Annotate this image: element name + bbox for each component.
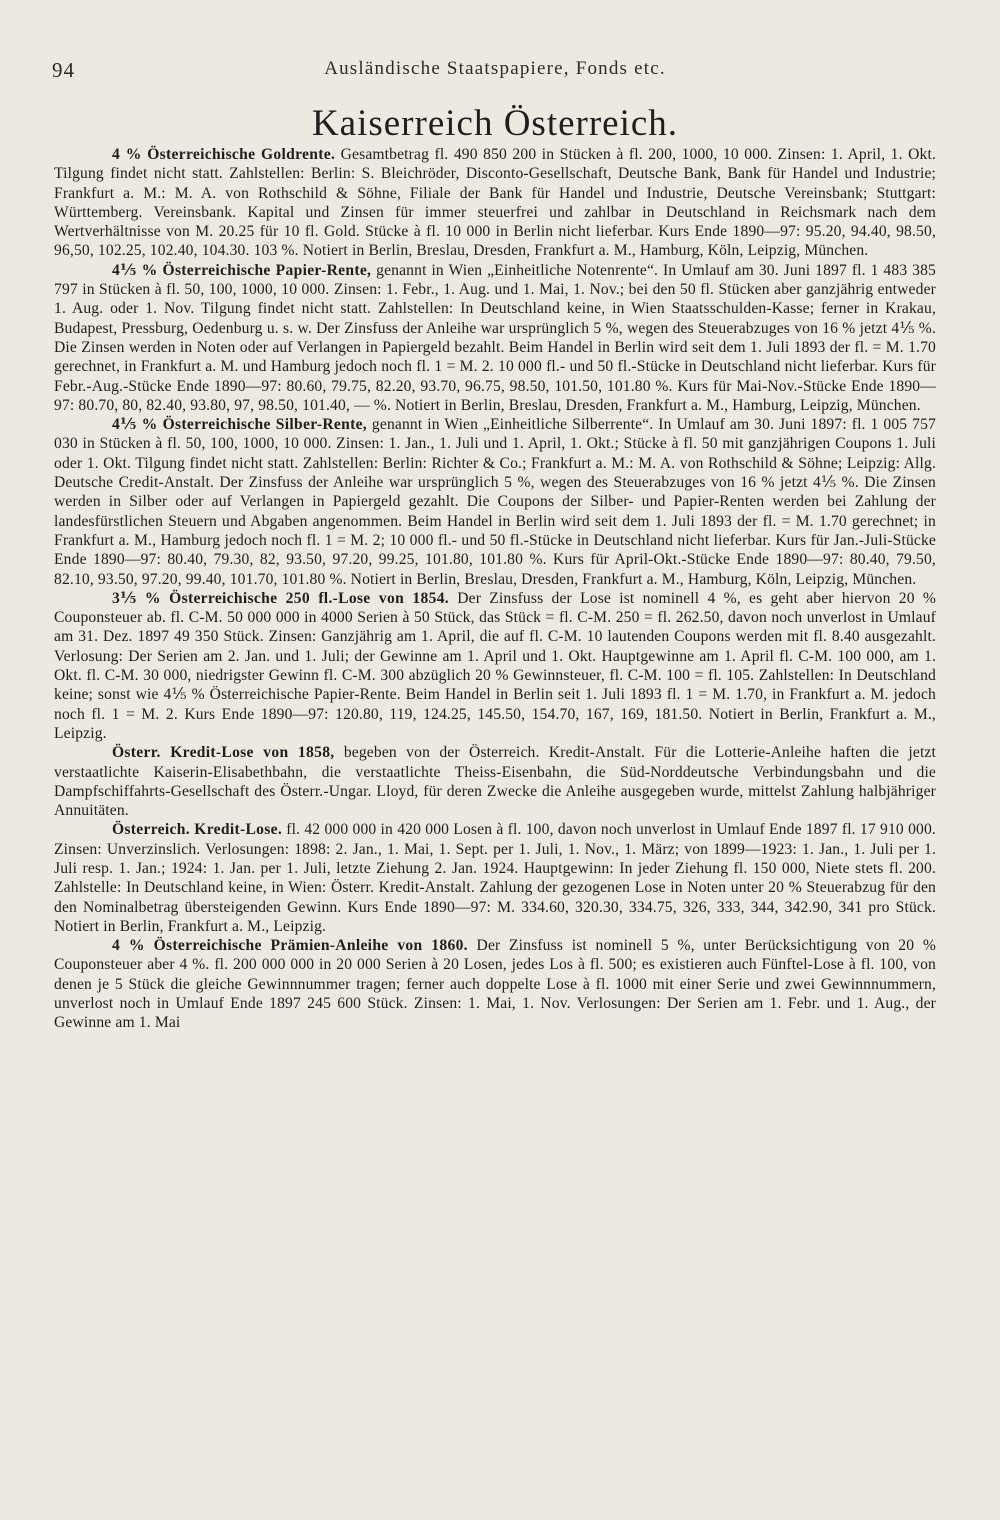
entry-silber-rente [54,415,936,589]
entry-text: fl. 42 000 000 in 420 000 Losen à fl. 100, davon noch unverlost in Umlauf Ende 1897 fl. 17 910 000. Zinsen: Unverzinslich. Verlosungen: 1898: 2. Jan., 1. Mai, 1. Sept. per 1. Juli, 1. Nov., 1. März; von 1899—1923: 1. Jan., 1. Juli per 1. Juli resp. 1. Jan.; 1924: 1. Jan. per 1. Juli, letzte Ziehung 2. Jan. 1924. Hauptgewinn: In jeder Ziehung fl. 150 000, Niete stets fl. 200. Zahlstelle: In Deutschland keine, in Wien: Österr. Kredit-Anstalt. Zahlung der gezogenen Lose in Noten unter 20 % Steuerabzug für den den Nominalbetrag übersteigenden Gewinn. Kurs Ende 1890—97: M. 334.60, 320.30, 334.75, 326, 333, 344, 342.90, 341 pro Stück. Notiert in Berlin, Frankfurt a. M., Leipzig. [54,821,936,935]
entry-text: Der Zinsfuss der Lose ist nominell 4 %, es geht aber hiervon 20 % Couponsteuer ab. fl. C-M. 50 000 000 in 4000 Serien à 50 Stück, das Stück = fl. C-M. 250 = fl. 262.50, davon noch unverlost in Umlauf am 31. Dez. 1897 49 350 Stück. Zinsen: Ganzjährig am 1. April, die auf fl. C-M. 10 lautenden Coupons werden mit fl. 8.40 ausgezahlt. Verlosung: Der Serien am 2. Jan. und 1. Juli; der Gewinne am 1. April und 1. Okt. Hauptgewinne am 1. April fl. C-M. 100 000, am 1. Okt. fl. C-M. 30 000, niedrigster Gewinn fl. C-M. 300 abzüglich 20 % Gewinnsteuer, fl. C-M. 100 = fl. 105. Zahlstellen: In Deutschland keine; sonst wie 4⅕ % Österreichische Papier-Rente. Beim Handel in Berlin seit 1. Juli 1893 fl. 1 = M. 1.70, in Frankfurt a. M. jedoch noch fl. 1 = M. 2. Kurs Ende 1890—97: 120.80, 119, 124.25, 145.50, 154.70, 167, 169, 181.50. Notiert in Berlin, Frankfurt a. M., Leipzig. [54,589,936,742]
entry-kredit-lose [54,820,936,936]
entry-heading: 4 % Österreichische Prämien-Anleihe von 1860. [112,937,468,955]
entry-praemien-anleihe-1860 [54,936,936,1032]
entry-heading: 4 % Österreichische Goldrente. [112,146,336,163]
section-body [54,145,936,1033]
entry-papier-rente [54,261,936,415]
entry-heading: Österr. Kredit-Lose von 1858, [112,744,335,762]
entry-text: Der Zinsfuss ist nominell 5 %, unter Berücksichtigung von 20 % Couponsteuer aber 4 %. fl. 200 000 000 in 20 000 Serien à 20 Losen, jedes Los à fl. 500; es existieren auch Fünftel-Lose à fl. 100, von denen je 5 Stück die gleiche Gewinnnummer tragen; ferner auch doppelte Lose à fl. 1000 mit einer Serie und zwei Gewinnnummern, unverlost noch in Umlauf Ende 1897 245 600 Stück. Zinsen: 1. Mai, 1. Nov. Verlosungen: Der Serien am 1. Febr. und 1. Aug., der Gewinne am 1. Mai [54,937,936,1032]
entry-heading: 4⅕ % Österreichische Papier-Rente, [112,261,372,279]
running-head: Ausländische Staatspapiere, Fonds etc. [324,58,666,79]
page-number: 94 [52,58,75,82]
entry-text: Gesamtbetrag fl. 490 850 200 in Stücken à fl. 200, 1000, 10 000. Zinsen: 1. April, 1. Okt. Tilgung findet nicht statt. Zahlstellen: Berlin: S. Bleichröder, Disconto-Gesellschaft, Deutsche Bank, Bank für Handel und Industrie; Frankfurt a. M.: M. A. von Rothschild & Söhne, Filiale der Bank für Handel und Industrie, Deutsche Vereinsbank; Stuttgart: Württemberg. Vereinsbank. Kapital und Zinsen für immer steuerfrei und zahlbar in Deutschland in Reichsmark nach dem Wertverhältnisse von M. 20.25 für 10 fl. Gold. Stücke à fl. 10 000 in Berlin nicht lieferbar. Kurs Ende 1890—97: 95.20, 94.40, 98.50, 96,50, 102.25, 102.40, 104.30. 103 %. Notiert in Berlin, Breslau, Dresden, Frankfurt a. M., Hamburg, Köln, Leipzig, München. [54,146,937,260]
entry-heading: Österreich. Kredit-Lose. [112,821,283,839]
entry-kredit-lose-1858 [54,743,936,820]
entry-goldrente [54,145,936,261]
entry-text: genannt in Wien „Einheitliche Silberrente“. In Umlauf am 30. Juni 1897: fl. 1 005 757 030 in Stücken à fl. 50, 100, 1000, 10 000. Zinsen: 1. Jan., 1. Juli und 1. April, 1. Okt.; Stücke à fl. 50 mit ganzjährigen Coupons 1. Juli oder 1. Okt. Tilgung findet nicht statt. Zahlstellen: Berlin: Richter & Co.; Frankfurt a. M.: M. A. von Rothschild & Söhne; Leipzig: Allg. Deutsche Credit-Anstalt. Der Zinsfuss der Anleihe war ursprünglich 5 %, wegen des Steuerabzuges von 16 % jetzt 4⅕ %. Die Zinsen werden in Silber oder auf Verlangen in Papiergeld gezahlt. Die Coupons der Silber- und Papier-Renten werden bei Zahlung der landesfürstlichen Steuern und Abgaben angenommen. Beim Handel in Berlin wird seit dem 1. Juli 1893 der fl. = M. 1.70 gerechnet; in Frankfurt a. M., Hamburg jedoch noch fl. 1 = M. 2; 10 000 fl.- und 50 fl.-Stücke in Deutschland nicht lieferbar. Kurs für Jan.-Juli-Stücke Ende 1890—97: 80.40, 79.30, 82, 93.50, 97.20, 99.25, 101.80, 101.80 %. Kurs für April-Okt.-Stücke Ende 1890—97: 80.40, 79.50, 82.10, 93.50, 97.20, 99.40, 101.70, 101.80 %. Notiert in Berlin, Breslau, Dresden, Frankfurt a. M., Hamburg, Köln, Leipzig, München. [54,416,936,588]
entry-lose-1854 [54,589,936,743]
entry-heading: 4⅕ % Österreichische Silber-Rente, [112,416,368,434]
page-header [54,58,936,88]
section-title: Kaiserreich Österreich. [311,103,679,144]
entry-heading: 3⅕ % Österreichische 250 fl.-Lose von 1854. [112,589,449,607]
entry-text: genannt in Wien „Einheitliche Notenrente“. In Umlauf am 30. Juni 1897 fl. 1 483 385 797 in Stücken à fl. 50, 100, 1000, 10 000. Zinsen: 1. Febr., 1. Aug. und 1. Mai, 1. Nov.; bei den 50 fl. Stücken aber ganzjährig entweder 1. Aug. oder 1. Nov. Tilgung findet nicht statt. Zahlstellen: In Deutschland keine, in Wien Staatsschulden-Kasse; ferner in Krakau, Budapest, Pressburg, Oedenburg u. s. w. Der Zinsfuss der Anleihe war ursprünglich 5 %, wegen des Steuerabzuges von 16 % jetzt 4⅕ %. Die Zinsen werden in Noten oder auf Verlangen in Papiergeld bezahlt. Beim Handel in Berlin wird seit dem 1. Juli 1893 der fl. = M. 1.70 gerechnet, in Frankfurt a. M. und Hamburg jedoch noch fl. 1 = M. 2. 10 000 fl.- und 50 fl.-Stücke in Deutschland nicht lieferbar. Kurs für Febr.-Aug.-Stücke Ende 1890—97: 80.60, 79.75, 82.20, 93.70, 96.75, 98.50, 101.50, 101.80 %. Kurs für Mai-Nov.-Stücke Ende 1890—97: 80.70, 80, 82.40, 93.80, 97, 98.50, 101.40, — %. Notiert in Berlin, Breslau, Dresden, Frankfurt a. M., Hamburg, Leipzig, München. [54,261,937,414]
entry-text: begeben von der Österreich. Kredit-Anstalt. Für die Lotterie-Anleihe haften die jetzt verstaatlichte Kaiserin-Elisabethbahn, die verstaatlichte Theiss-Eisenbahn, die Süd-Norddeutsche Verbindungsbahn und die Dampfschiffahrts-Gesellschaft des Österr.-Ungar. Lloyd, für deren Zwecke die Anleihe ausgegeben wurde, mittelst Zahlung halbjähriger Annuitäten. [54,744,936,820]
